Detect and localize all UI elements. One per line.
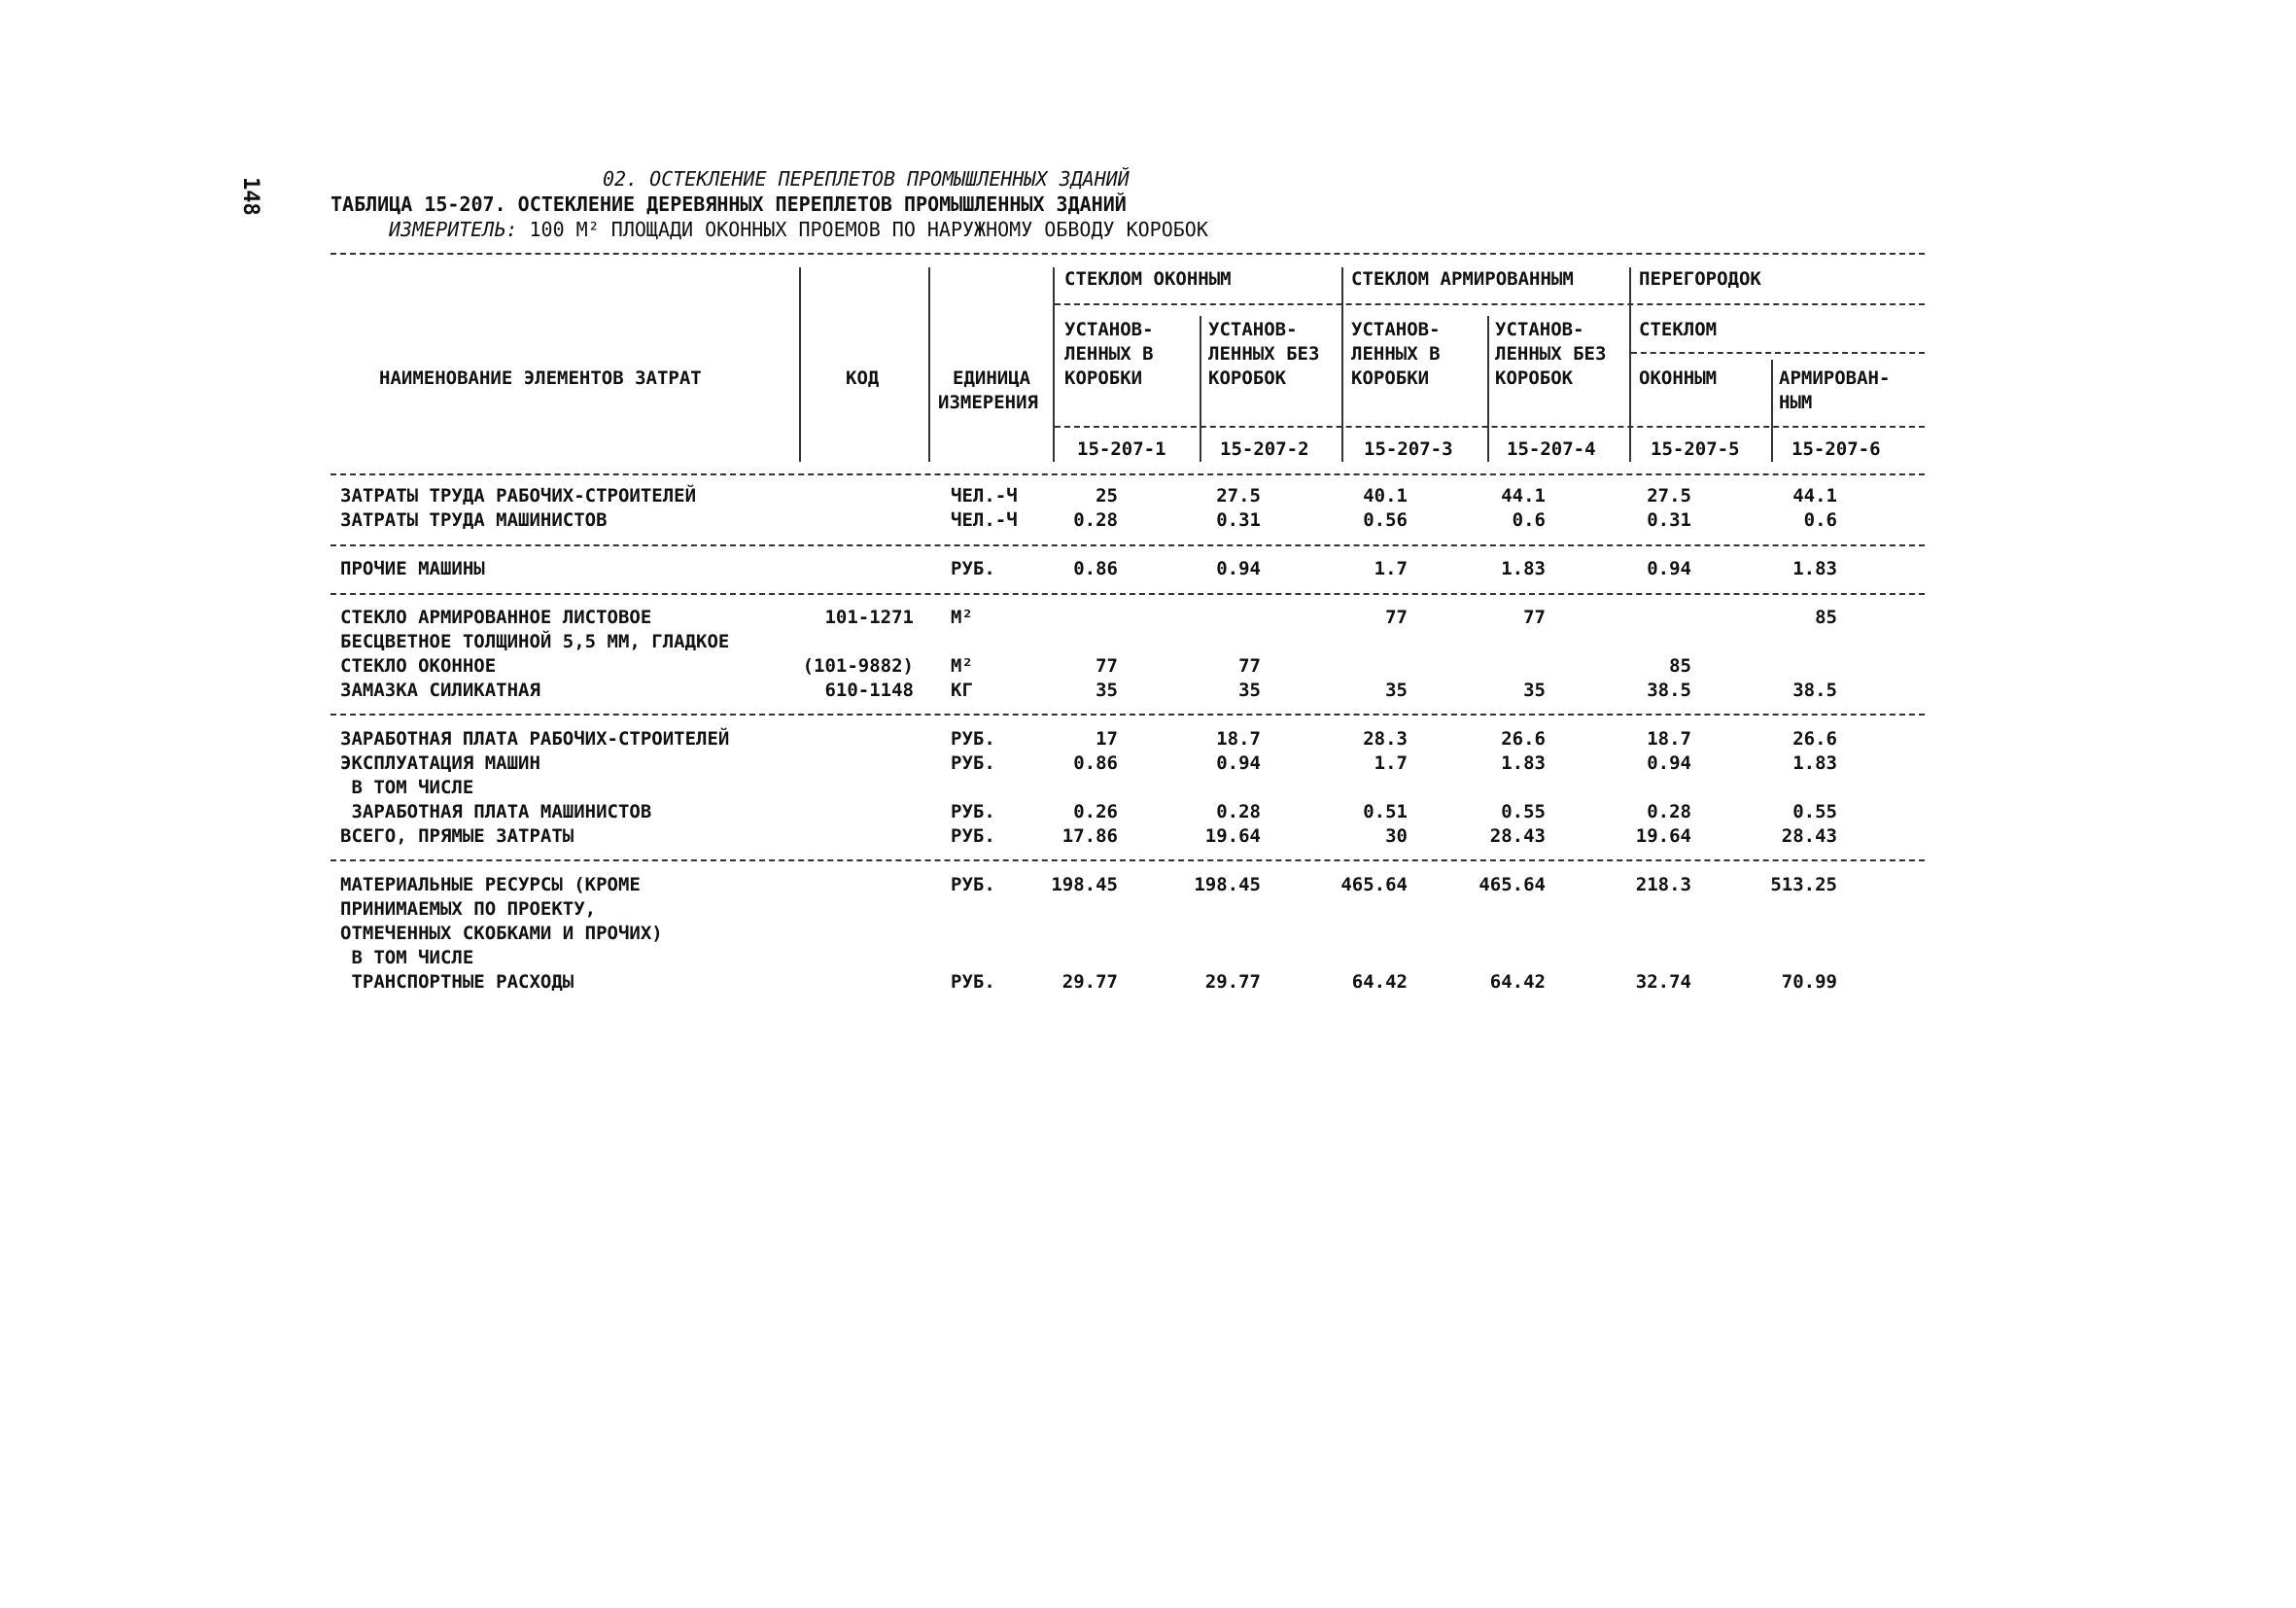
row-unit: РУБ.: [951, 801, 995, 822]
row-unit: РУБ.: [951, 971, 995, 993]
row-value-6: 0.6: [1803, 509, 1837, 531]
row-value-4: 44.1: [1501, 485, 1546, 507]
header-group-partitions: ПЕРЕГОРОДОК: [1639, 268, 1761, 290]
row-value-6: 38.5: [1792, 680, 1837, 701]
row-value-2: 198.45: [1194, 874, 1261, 895]
header-c4-line1: УСТАНОВ-: [1495, 319, 1584, 340]
row-value-3: 1.7: [1374, 752, 1408, 774]
row-value-1: 0.26: [1073, 801, 1118, 822]
row-value-1: 0.86: [1073, 558, 1118, 579]
row-unit: ЧЕЛ.-Ч: [951, 509, 1018, 531]
row-name: В ТОМ ЧИСЛЕ: [340, 777, 474, 798]
row-name: СТЕКЛО АРМИРОВАННОЕ ЛИСТОВОЕ: [340, 607, 652, 628]
row-value-1: 25: [1096, 485, 1118, 507]
row-value-5: 0.31: [1647, 509, 1691, 531]
row-value-5: 27.5: [1647, 485, 1691, 507]
header-c5-window: ОКОННЫМ: [1639, 367, 1718, 389]
row-name: МАТЕРИАЛЬНЫЕ РЕСУРСЫ (КРОМЕ: [340, 874, 641, 895]
row-value-2: 29.77: [1204, 971, 1261, 993]
row-name: ПРИНИМАЕМЫХ ПО ПРОЕКТУ,: [340, 898, 597, 920]
row-name: СТЕКЛО ОКОННОЕ: [340, 655, 497, 677]
row-value-3: 1.7: [1374, 558, 1408, 579]
row-value-6: 1.83: [1792, 752, 1837, 774]
header-c6-line1: АРМИРОВАН-: [1779, 367, 1891, 389]
row-value-4: 0.6: [1512, 509, 1546, 531]
header-c3-line3: КОРОБКИ: [1351, 367, 1430, 389]
row-value-4: 1.83: [1501, 558, 1546, 579]
row-unit: М²: [951, 655, 973, 677]
row-value-6: 70.99: [1781, 971, 1837, 993]
row-unit: РУБ.: [951, 558, 995, 579]
meter-line: [389, 218, 1208, 241]
row-value-5: 18.7: [1647, 728, 1691, 750]
row-value-3: 465.64: [1340, 874, 1408, 895]
header-c1-line2: ЛЕННЫХ В: [1064, 343, 1154, 365]
section-rule-4: [330, 859, 1925, 861]
header-code-6: 15-207-6: [1792, 438, 1881, 460]
row-name: ЗАТРАТЫ ТРУДА МАШИНИСТОВ: [340, 509, 608, 531]
row-value-4: 0.55: [1501, 801, 1546, 822]
col-divider-2: [1200, 316, 1201, 462]
row-value-5: 0.28: [1647, 801, 1691, 822]
header-name: НАИМЕНОВАНИЕ ЭЛЕМЕНТОВ ЗАТРАТ: [379, 367, 702, 389]
row-name: ОТМЕЧЕННЫХ СКОБКАМИ И ПРОЧИХ): [340, 923, 663, 944]
header-code-2: 15-207-2: [1220, 438, 1309, 460]
row-value-2: 0.94: [1216, 752, 1261, 774]
row-value-3: 64.42: [1351, 971, 1408, 993]
col-divider-5: [1629, 267, 1631, 462]
col-divider-4: [1487, 316, 1489, 462]
row-value-1: 0.28: [1073, 509, 1118, 531]
header-bottom-rule: [330, 473, 1925, 475]
section-rule-2: [330, 593, 1925, 595]
row-value-6: 85: [1815, 607, 1837, 628]
row-value-3: 40.1: [1363, 485, 1408, 507]
row-value-2: 35: [1238, 680, 1261, 701]
header-c3-line1: УСТАНОВ-: [1351, 319, 1441, 340]
col-divider-name: [799, 267, 801, 462]
row-value-6: 26.6: [1792, 728, 1837, 750]
row-value-4: 35: [1523, 680, 1546, 701]
row-value-3: 35: [1385, 680, 1408, 701]
header-code-4: 15-207-4: [1507, 438, 1596, 460]
header-code-5: 15-207-5: [1651, 438, 1740, 460]
col-divider-3: [1341, 267, 1343, 462]
header-c2-line3: КОРОБОК: [1208, 367, 1287, 389]
row-value-5: 0.94: [1647, 752, 1691, 774]
header-c1-line3: КОРОБКИ: [1064, 367, 1143, 389]
row-unit: РУБ.: [951, 825, 995, 847]
row-unit: М²: [951, 607, 973, 628]
row-value-5: 32.74: [1635, 971, 1691, 993]
header-unit-1: ЕДИНИЦА: [953, 367, 1031, 389]
row-value-4: 465.64: [1478, 874, 1546, 895]
row-value-1: 17: [1096, 728, 1118, 750]
header-c4-line2: ЛЕННЫХ БЕЗ: [1495, 343, 1607, 365]
row-value-2: 0.94: [1216, 558, 1261, 579]
row-value-1: 0.86: [1073, 752, 1118, 774]
section-rule-3: [330, 714, 1925, 716]
row-name: ЗАМАЗКА СИЛИКАТНАЯ: [340, 680, 540, 701]
row-value-2: 0.28: [1216, 801, 1261, 822]
row-value-6: 44.1: [1792, 485, 1837, 507]
header-c6-line2: НЫМ: [1779, 392, 1813, 413]
header-c4-line3: КОРОБОК: [1495, 367, 1574, 389]
table-title: ТАБЛИЦА 15-207. ОСТЕКЛЕНИЕ ДЕРЕВЯННЫХ ПЕРЕПЛЕТОВ ПРОМЫШЛЕННЫХ ЗДАНИЙ: [330, 192, 1127, 216]
row-name: ЭКСПЛУАТАЦИЯ МАШИН: [340, 752, 540, 774]
header-code-1: 15-207-1: [1077, 438, 1166, 460]
header-group-reinforced: СТЕКЛОМ АРМИРОВАННЫМ: [1351, 268, 1574, 290]
page-number: 148: [238, 177, 262, 216]
table-top-rule: [330, 253, 1925, 255]
row-code: 101-1271: [824, 607, 914, 628]
row-code: (101-9882): [802, 655, 914, 677]
header-glass: СТЕКЛОМ: [1639, 319, 1718, 340]
header-unit-2: ИЗМЕРЕНИЯ: [938, 392, 1038, 413]
row-code: 610-1148: [824, 680, 914, 701]
row-name: ЗАРАБОТНАЯ ПЛАТА РАБОЧИХ-СТРОИТЕЛЕЙ: [340, 728, 730, 750]
row-value-2: 77: [1238, 655, 1261, 677]
section-rule-1: [330, 544, 1925, 546]
meter-label: ИЗМЕРИТЕЛЬ:: [389, 218, 518, 241]
row-value-3: 0.51: [1363, 801, 1408, 822]
row-value-3: 77: [1385, 607, 1408, 628]
row-unit: ЧЕЛ.-Ч: [951, 485, 1018, 507]
row-value-4: 77: [1523, 607, 1546, 628]
col-divider-unit: [1053, 267, 1055, 462]
header-code-3: 15-207-3: [1364, 438, 1453, 460]
header-rule-partitions: [1631, 352, 1925, 354]
row-value-1: 17.86: [1061, 825, 1118, 847]
row-value-2: 19.64: [1204, 825, 1261, 847]
row-value-6: 28.43: [1781, 825, 1837, 847]
row-value-2: 27.5: [1216, 485, 1261, 507]
row-value-4: 1.83: [1501, 752, 1546, 774]
row-value-5: 0.94: [1647, 558, 1691, 579]
row-value-1: 198.45: [1051, 874, 1118, 895]
row-unit: КГ: [951, 680, 973, 701]
row-value-1: 29.77: [1061, 971, 1118, 993]
header-rule-groups: [1055, 303, 1925, 305]
row-value-5: 38.5: [1647, 680, 1691, 701]
row-value-5: 85: [1669, 655, 1691, 677]
row-name: ЗАРАБОТНАЯ ПЛАТА МАШИНИСТОВ: [340, 801, 652, 822]
header-c2-line2: ЛЕННЫХ БЕЗ: [1208, 343, 1320, 365]
row-value-4: 28.43: [1489, 825, 1546, 847]
col-divider-code: [928, 267, 930, 462]
col-divider-6: [1771, 360, 1773, 462]
header-c2-line1: УСТАНОВ-: [1208, 319, 1298, 340]
header-c1-line1: УСТАНОВ-: [1064, 319, 1154, 340]
row-value-2: 18.7: [1216, 728, 1261, 750]
row-name: ВСЕГО, ПРЯМЫЕ ЗАТРАТЫ: [340, 825, 574, 847]
row-value-5: 218.3: [1635, 874, 1691, 895]
row-value-3: 28.3: [1363, 728, 1408, 750]
header-group-window: СТЕКЛОМ ОКОННЫМ: [1064, 268, 1232, 290]
section-title: 02. ОСТЕКЛЕНИЕ ПЕРЕПЛЕТОВ ПРОМЫШЛЕННЫХ ЗДАНИЙ: [603, 167, 1130, 191]
row-value-2: 0.31: [1216, 509, 1261, 531]
row-name: ЗАТРАТЫ ТРУДА РАБОЧИХ-СТРОИТЕЛЕЙ: [340, 485, 697, 507]
header-code: КОД: [846, 367, 880, 389]
row-value-4: 26.6: [1501, 728, 1546, 750]
row-unit: РУБ.: [951, 874, 995, 895]
row-name: БЕСЦВЕТНОЕ ТОЛЩИНОЙ 5,5 ММ, ГЛАДКОЕ: [340, 631, 730, 652]
meter-text: 100 М² ПЛОЩАДИ ОКОННЫХ ПРОЕМОВ ПО НАРУЖНОМУ ОБВОДУ КОРОБОК: [529, 218, 1208, 241]
row-value-4: 64.42: [1489, 971, 1546, 993]
row-unit: РУБ.: [951, 728, 995, 750]
row-value-6: 513.25: [1770, 874, 1837, 895]
row-value-1: 77: [1096, 655, 1118, 677]
row-value-1: 35: [1096, 680, 1118, 701]
row-value-6: 0.55: [1792, 801, 1837, 822]
row-value-5: 19.64: [1635, 825, 1691, 847]
header-c3-line2: ЛЕННЫХ В: [1351, 343, 1441, 365]
row-name: ПРОЧИЕ МАШИНЫ: [340, 558, 485, 579]
row-value-3: 30: [1385, 825, 1408, 847]
row-name: В ТОМ ЧИСЛЕ: [340, 947, 474, 968]
row-unit: РУБ.: [951, 752, 995, 774]
row-value-3: 0.56: [1363, 509, 1408, 531]
row-name: ТРАНСПОРТНЫЕ РАСХОДЫ: [340, 971, 574, 993]
row-value-6: 1.83: [1792, 558, 1837, 579]
header-rule-codes: [1055, 426, 1925, 428]
